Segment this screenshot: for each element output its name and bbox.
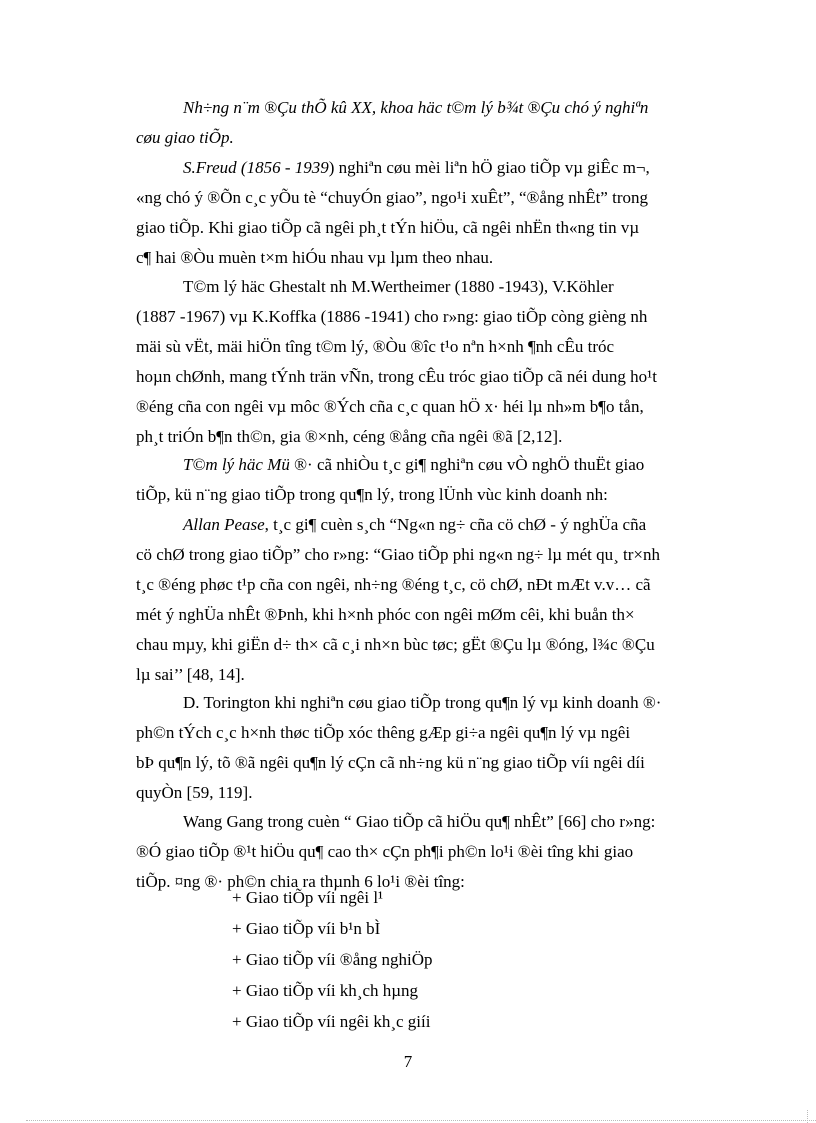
text-segment: giao tiÕp. Khi giao tiÕp cã ngêi ph¸t tÝn hiÖu, cã ngêi nhËn th«ng tin vµ — [136, 218, 640, 237]
footer-divider — [26, 1120, 816, 1121]
text-line — [136, 718, 731, 748]
list-item: + Giao tiÕp víi ®ång nghiÖp — [232, 950, 433, 969]
text-line — [136, 213, 731, 243]
text-line — [136, 807, 731, 837]
text-segment: mét ý nghÜa nhÊt ®Þnh, khi h×nh phóc con ngêi mØm cêi, khi buån th× — [136, 605, 635, 624]
text-line — [136, 302, 731, 332]
text-segment: quyÒn [59, 119]. — [136, 783, 253, 802]
text-segment: , t¸c gi¶ cuèn s¸ch “Ng«n ng÷ cña cö chØ - ý nghÜa cña — [264, 515, 647, 534]
paragraph — [136, 807, 731, 897]
text-line — [136, 660, 731, 690]
text-segment: tiÕp, kü n¨ng giao tiÕp trong qu¶n lý, trong lÜnh vùc kinh doanh nh: — [136, 485, 608, 504]
text-segment: cøu giao tiÕp. — [136, 128, 234, 147]
text-line — [136, 153, 731, 183]
text-line — [136, 93, 731, 123]
text-line — [136, 748, 731, 778]
text-segment: mäi sù vËt, mäi hiÖn tîng t©m lý, ®Òu ®îc t¹o nªn h×nh ¶nh cÊu tróc — [136, 337, 615, 356]
text-line — [136, 450, 731, 480]
text-segment: chau mµy, khi giËn d÷ th× cã c¸i nh×n bùc tøc; gËt ®Çu lµ ®óng, l¾c ®Çu — [136, 635, 655, 654]
text-line — [136, 392, 731, 422]
text-segment: ®· cã nhiÒu t¸c gi¶ nghiªn cøu vÒ nghÖ thuËt giao — [289, 455, 645, 474]
text-line — [136, 183, 731, 213]
text-segment: ) nghiªn cøu mèi liªn hÖ giao tiÕp vµ giÊc m¬, — [328, 158, 650, 177]
list-item: + Giao tiÕp víi ngêi kh¸c giíi — [232, 1012, 431, 1031]
text-segment: bÞ qu¶n lý, tõ ®ã ngêi qu¶n lý cÇn cã nh÷ng kü n¨ng giao tiÕp víi ngêi díi — [136, 753, 645, 772]
text-line — [136, 243, 731, 273]
text-segment: cö chØ trong giao tiÕp” cho r»ng: “Giao tiÕp phi ng«n ng÷ lµ mét qu¸ tr×nh — [136, 545, 660, 564]
page-number: 7 — [403, 1052, 413, 1071]
text-segment: S.Freud (1856 - 1939 — [183, 158, 329, 177]
text-line — [136, 362, 731, 392]
text-line — [136, 688, 731, 718]
text-line — [136, 778, 731, 808]
text-segment: Allan Pease — [183, 515, 265, 534]
text-line — [136, 510, 731, 540]
list-item: + Giao tiÕp víi ngêi l¹ — [232, 888, 384, 907]
text-segment: Nh÷ng n¨m ®Çu thÕ kû XX, khoa häc t©m lý b¾t ®Çu chó ý nghiªn — [183, 98, 649, 117]
text-line — [136, 540, 731, 570]
text-segment: t¸c ®éng phøc t¹p cña con ngêi, nh÷ng ®éng t¸c, cö chØ, nÐt mÆt v.v… cã — [136, 575, 651, 594]
paragraph — [136, 93, 731, 153]
text-line — [136, 272, 731, 302]
text-segment: Wang Gang trong cuèn “ Giao tiÕp cã hiÖu qu¶ nhÊt” [66] cho r»ng: — [183, 812, 656, 831]
object-type-list — [232, 882, 433, 1037]
text-segment: «ng chó ý ®Õn c¸c yÕu tè “chuyÓn giao”, ngo¹i xuÊt”, “®ång nhÊt” trong — [136, 188, 648, 207]
list-item: + Giao tiÕp víi kh¸ch hµng — [232, 981, 419, 1000]
text-line — [136, 480, 731, 510]
paragraph — [136, 688, 731, 808]
paragraph — [136, 272, 731, 452]
text-segment: D. Torington khi nghiªn cøu giao tiÕp trong qu¶n lý vµ kinh doanh ®· — [183, 693, 662, 712]
text-line — [136, 600, 731, 630]
margin-divider — [807, 1110, 808, 1123]
text-segment: T©m lý häc Mü — [183, 455, 290, 474]
text-line — [136, 332, 731, 362]
text-segment: ®Ó giao tiÕp ®¹t hiÖu qu¶ cao th× cÇn ph¶i ph©n lo¹i ®èi tîng khi giao — [136, 842, 634, 861]
text-segment: lµ sai’’ [48, 14]. — [136, 665, 245, 684]
text-segment: T©m lý häc Ghestalt nh M.Wertheimer (1880 -1943), V.Köhler — [183, 277, 614, 296]
text-segment: c¶ hai ®Òu muèn t×m hiÓu nhau vµ lµm theo nhau. — [136, 248, 494, 267]
paragraph — [136, 450, 731, 510]
text-segment: hoµn chØnh, mang tÝnh trän vÑn, trong cÊu tróc giao tiÕp cã néi dung ho¹t — [136, 367, 658, 386]
text-line — [136, 867, 731, 897]
text-segment: ®éng cña con ngêi vµ môc ®Ých cña c¸c quan hÖ x· héi lµ nh»m b¶o tån, — [136, 397, 644, 416]
text-line — [136, 422, 731, 452]
text-segment: ph©n tÝch c¸c h×nh thøc tiÕp xóc thêng gÆp gi÷a ngêi qu¶n lý vµ ngêi — [136, 723, 631, 742]
text-segment: (1887 -1967) vµ K.Koffka (1886 -1941) cho r»ng: giao tiÕp còng gièng nh — [136, 307, 648, 326]
text-segment: ph¸t triÓn b¶n th©n, gia ®×nh, céng ®ång cña ngêi ®ã [2,12]. — [136, 427, 563, 446]
paragraph — [136, 153, 731, 273]
text-line — [136, 630, 731, 660]
text-line — [136, 570, 731, 600]
text-segment: tiÕp. ¤ng ®· ph©n chia ra thµnh 6 lo¹i ®èi tîng: — [136, 872, 465, 891]
text-line — [136, 837, 731, 867]
text-line — [136, 123, 731, 153]
paragraph — [136, 510, 731, 690]
list-item: + Giao tiÕp víi b¹n bÌ — [232, 919, 381, 938]
